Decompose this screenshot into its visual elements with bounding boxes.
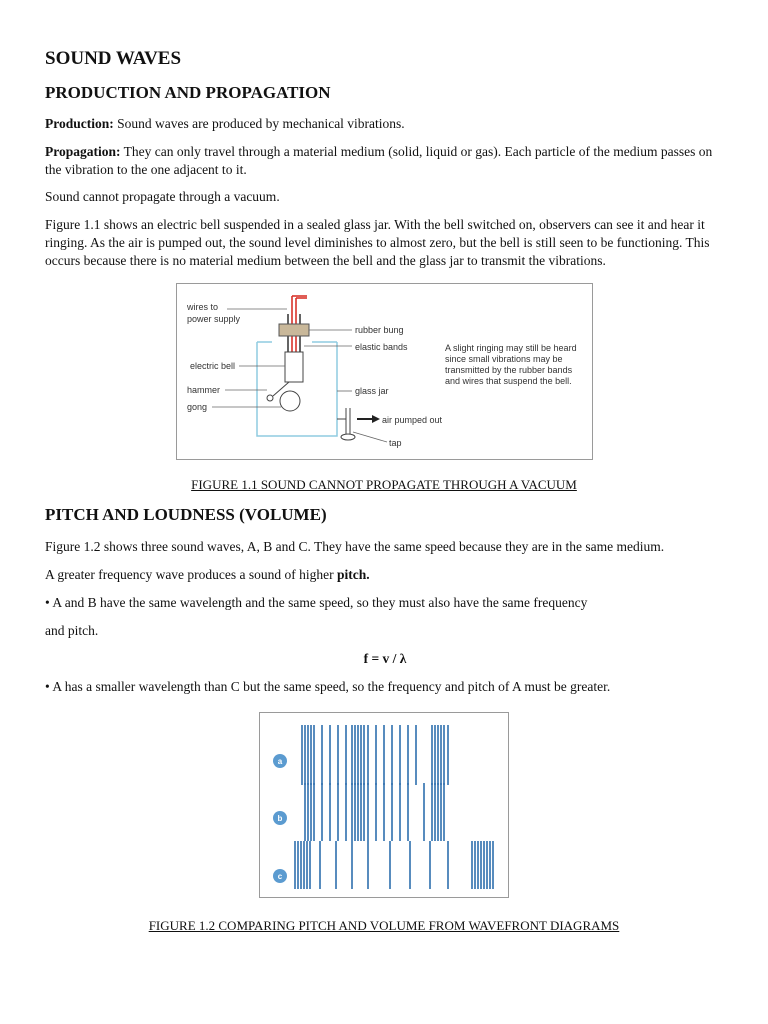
row-label-a: a — [277, 757, 283, 766]
gong — [280, 391, 300, 411]
propagation-paragraph — [45, 143, 725, 179]
label-rubber-bung: rubber bung — [355, 325, 404, 335]
electric-bell — [285, 352, 303, 382]
bell-jar-diagram — [177, 284, 592, 459]
label-hammer: hammer — [187, 385, 221, 395]
pitch-paragraph-3b: and pitch. — [45, 623, 99, 638]
label-wires-line2: power supply — [187, 314, 241, 324]
note-line-1: A slight ringing may still be heard — [445, 343, 577, 353]
figure-1-1-bell-jar — [176, 283, 593, 460]
pitch-paragraph-2 — [45, 566, 725, 584]
arrow-head-icon — [372, 415, 380, 423]
figure-1-1-caption: FIGURE 1.1 SOUND CANNOT PROPAGATE THROUGH A VACUUM — [191, 477, 577, 492]
propagation-text: They can only travel through a material medium (solid, liquid or gas). Each particle of the medium passes on the vibration to the one adjacent to it. — [45, 144, 713, 177]
pitch-paragraph-3a: • A and B have the same wavelength and the same speed, so they must also have the same frequency — [45, 595, 588, 610]
label-elastic-bands: elastic bands — [355, 342, 408, 352]
frequency-formula: f = v / λ — [363, 651, 407, 666]
note-line-2: since small vibrations may be — [445, 354, 563, 364]
vacuum-paragraph: Sound cannot propagate through a vacuum. — [45, 189, 280, 204]
section-heading-pitch: PITCH AND LOUDNESS (VOLUME) — [45, 505, 327, 524]
pitch-paragraph-1: Figure 1.2 shows three sound waves, A, B and C. They have the same speed because they are in the same medium. — [45, 539, 665, 554]
label-wires-line1: wires to — [187, 302, 219, 312]
wavefront-lines-c — [295, 841, 493, 889]
row-label-c: c — [277, 872, 283, 881]
pitch-paragraph-4: • A has a smaller wavelength than C but the same speed, so the frequency and pitch of A must be greater. — [45, 679, 611, 694]
wave-row-a — [273, 725, 448, 785]
figure-1-2-caption: FIGURE 1.2 COMPARING PITCH AND VOLUME FROM WAVEFRONT DIAGRAMS — [148, 918, 620, 933]
label-tap: tap — [389, 438, 402, 448]
label-glass-jar: glass jar — [355, 386, 389, 396]
wavefront-diagram — [260, 713, 508, 897]
pitch-bold: pitch. — [337, 567, 370, 582]
label-air-pumped-out: air pumped out — [382, 415, 443, 425]
section-heading-production: PRODUCTION AND PROPAGATION — [45, 83, 331, 102]
wave-row-b — [273, 783, 444, 841]
wave-row-c — [273, 841, 493, 889]
tap — [341, 434, 355, 440]
pitch-paragraph-2-text: A greater frequency wave produces a sound of higher — [45, 567, 338, 582]
leader-line — [353, 432, 387, 442]
rubber-bung — [279, 324, 309, 336]
wavefront-lines-a — [302, 725, 448, 785]
production-label: Production: — [45, 116, 114, 131]
figure-1-2-wavefronts — [259, 712, 509, 898]
production-paragraph — [45, 115, 725, 133]
page-title: SOUND WAVES — [45, 48, 182, 69]
label-gong: gong — [187, 402, 208, 412]
production-text: Sound waves are produced by mechanical vibrations. — [113, 116, 405, 131]
wavefront-lines-b — [305, 783, 444, 841]
label-electric-bell: electric bell — [190, 361, 236, 371]
propagation-label: Propagation: — [45, 144, 121, 159]
hammer — [267, 395, 273, 401]
row-label-b: b — [277, 814, 283, 823]
figure-description-paragraph: Figure 1.1 shows an electric bell suspended in a sealed glass jar. With the bell switched on, observers can see it and hear it ringing. As the air is pumped out, the sound level diminishes to almost zero, but the bell is still seen to be functioning. This occurs because there is no material medium between the bell and the glass jar to transmit the vibrations. — [45, 217, 710, 268]
note-line-4: and wires that suspend the bell. — [445, 376, 572, 386]
note-line-3: transmitted by the rubber bands — [445, 365, 573, 375]
